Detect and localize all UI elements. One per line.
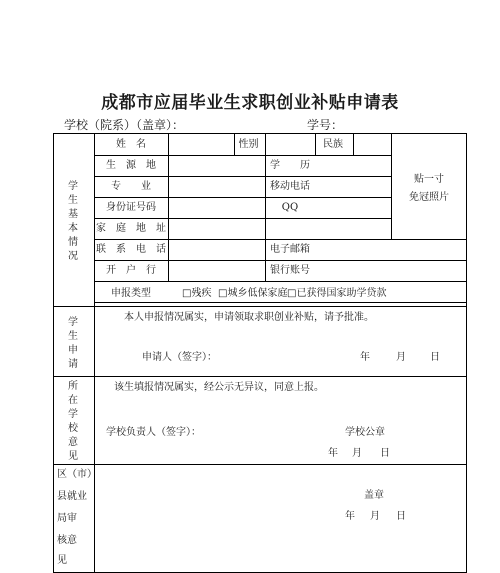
school-year-label: 年 <box>328 448 338 459</box>
school-statement: 该生填报情况属实，经公示无异议，同意上报。 <box>114 382 324 393</box>
photo-label: 贴一寸 <box>414 174 444 185</box>
phone-label: 联 系 电 话 <box>96 244 166 255</box>
student-year-label: 年 <box>360 352 370 363</box>
district-year-label: 年 <box>345 511 355 522</box>
apply-type-label: 申报类型 <box>111 288 151 299</box>
applicant-signature-label: 申请人（签字）： <box>142 352 217 363</box>
student-id-label: 学号： <box>307 118 344 132</box>
school-seal-label: 学校公章 <box>345 427 385 438</box>
district-label-2: 县就业 <box>57 491 87 502</box>
address-label: 家 庭 地 址 <box>96 223 166 234</box>
mobile-label: 移动电话 <box>270 181 310 192</box>
id-number-label: 身份证号码 <box>106 202 156 213</box>
district-label-1: 区（市） <box>57 469 97 480</box>
photo-label-2: 免冠照片 <box>409 192 449 203</box>
bank-label: 开 户 行 <box>106 265 156 276</box>
student-statement: 本人申报情况属实，申请领取求职创业补贴，请予批准。 <box>124 312 374 323</box>
district-month-label: 月 <box>370 511 380 522</box>
school-month-label: 月 <box>352 448 362 459</box>
school-signature-label: 学校负责人（签字）： <box>106 427 201 438</box>
district-label-3: 局审 <box>57 513 77 524</box>
qq-label: QQ <box>281 202 299 213</box>
ethnicity-label: 民族 <box>323 139 343 150</box>
district-label-4: 核意 <box>57 535 77 546</box>
major-label: 专 业 <box>111 181 151 192</box>
district-day-label: 日 <box>396 511 406 522</box>
district-label-5: 见 <box>57 555 67 566</box>
student-month-label: 月 <box>396 352 406 363</box>
section-label-school: 所在学校意见 <box>68 381 78 462</box>
student-day-label: 日 <box>430 352 440 363</box>
option-disability[interactable]: □残疾 <box>182 288 212 299</box>
option-low-income[interactable]: □城乡低保家庭 <box>218 288 288 299</box>
school-label: 学校（院系）（盖章）： <box>64 118 185 132</box>
option-student-loan[interactable]: □已获得国家助学贷款 <box>287 288 387 299</box>
gender-label: 性别 <box>238 139 259 150</box>
account-label: 银行账号 <box>270 265 310 276</box>
district-seal-label: 盖章 <box>364 490 384 501</box>
page-title: 成都市应届毕业生求职创业补贴申请表 <box>101 93 399 113</box>
email-label: 电子邮箱 <box>270 244 310 255</box>
section-label-basic-info: 学生基本情况 <box>68 181 78 262</box>
name-label: 姓 名 <box>116 139 146 150</box>
school-day-label: 日 <box>380 448 390 459</box>
education-label: 学 历 <box>270 160 310 171</box>
origin-label: 生 源 地 <box>106 160 156 171</box>
section-label-student: 学生申请 <box>68 317 78 370</box>
